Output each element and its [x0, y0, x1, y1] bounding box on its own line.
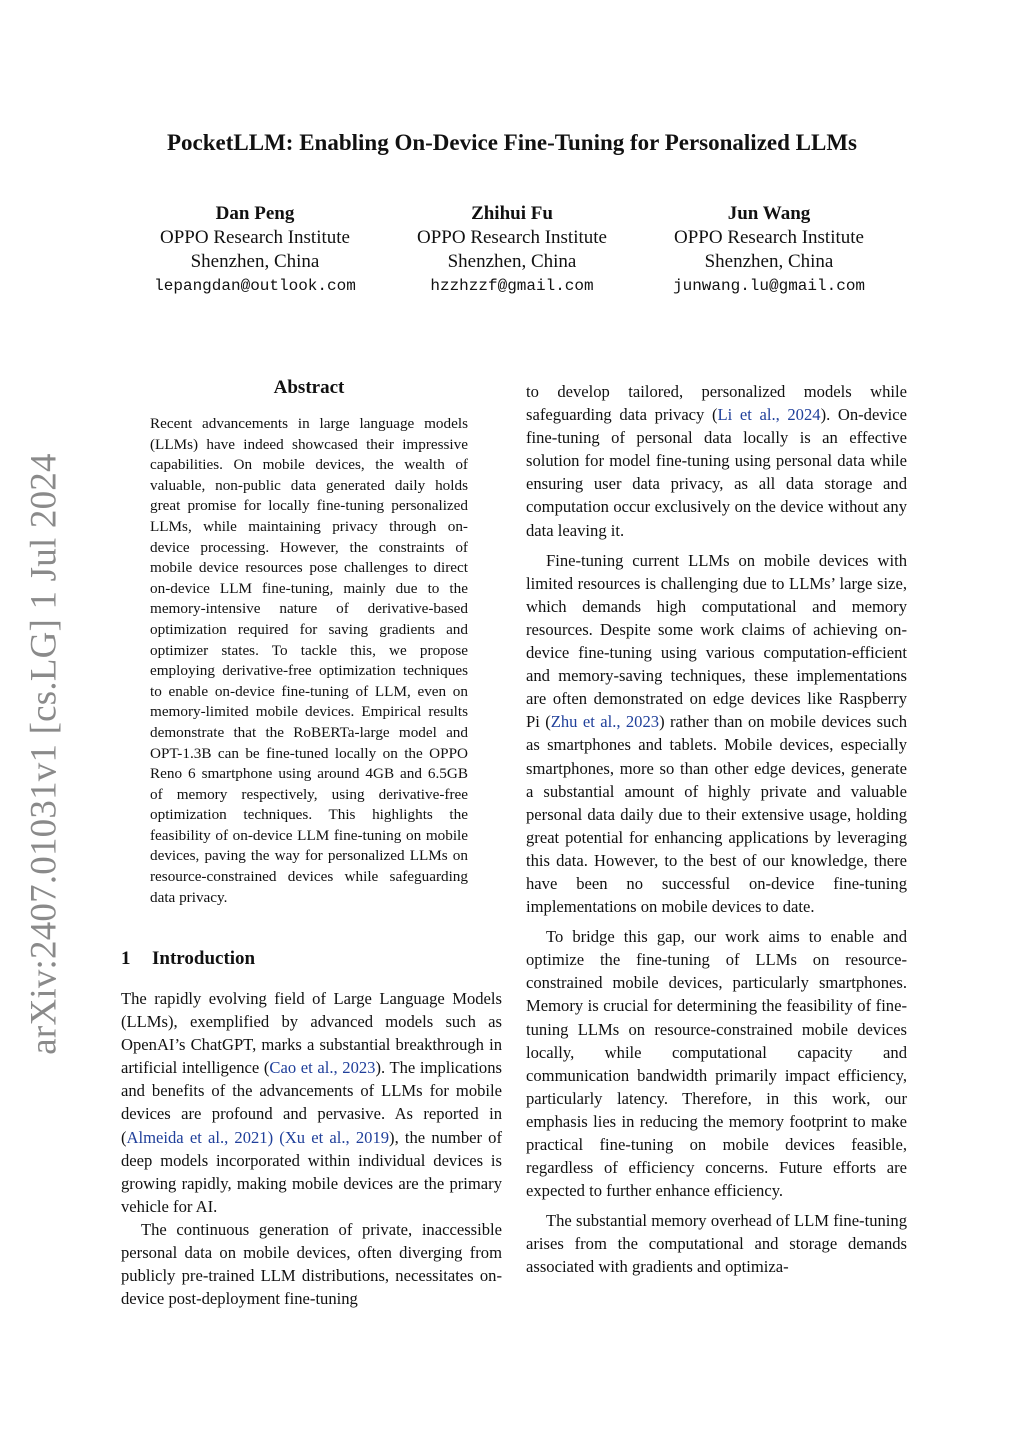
section-title: Introduction — [152, 948, 256, 969]
text-run: The rapidly evolving field of Large Language Models (LLMs), exemplified by advanced models such as OpenAI’s ChatGPT, marks a substantial breakthrough in artificial intelligence ( — [121, 989, 502, 1078]
author-block — [135, 202, 375, 298]
text-run: ). The implications and benefits of the advancements of LLMs for mobile devices are profound and pervasive. As reported in ( — [121, 1058, 502, 1147]
paragraph — [526, 380, 907, 542]
paper-title: PocketLLM: Enabling On-Device Fine-Tuning for Personalized LLMs — [166, 130, 857, 155]
right-column-body — [526, 380, 907, 1279]
text-run: Fine-tuning current LLMs on mobile devices with limited resources is challenging due to LLMs’ large size, which demands high computational and memory resources. Despite some work claims of achieving on-device fine-tuning using various computation-efficient and memory-saving techniques, these implementations are often demonstrated on edge devices like Raspberry Pi ( — [526, 550, 907, 732]
paragraph: The substantial memory overhead of LLM fine-tuning arises from the computational and storage demands associated with gradients and optimiza- — [526, 1211, 907, 1277]
paragraph: The continuous generation of private, inaccessible personal data on mobile devices, often diverging from publicly pre-trained LLM distributions, necessitates on-device post-deployment fine-tuning — [121, 1219, 502, 1309]
author-affiliation: OPPO Research Institute — [417, 227, 607, 248]
author-email: hzzhzzf@gmail.com — [430, 277, 594, 295]
text-run: ) ( — [267, 1127, 285, 1147]
abstract-text: Recent advancements in large language models (LLMs) have indeed showcased their impressive capabilities. On mobile devices, the wealth of valuable, non-public data generated daily holds great promise for locally fine-tuning personalized LLMs, while maintaining privacy through on-device processing. However, the constraints of mobile device resources pose challenges to direct on-device LLM fine-tuning, mainly due to the memory-intensive nature of derivative-based optimization required for saving gradients and optimizer states. To tackle this, we propose employing derivative-free optimization techniques to enable on-device fine-tuning of LLM, even on memory-limited mobile devices. Empirical results demonstrate that the RoBERTa-large model and OPT-1.3B can be fine-tuned locally on the OPPO Reno 6 smartphone using around 4GB and 6.5GB of memory respectively, using derivative-free optimization techniques. This highlights the feasibility of on-device LLM fine-tuning on mobile devices, paving the way for personalized LLMs on resource-constrained devices while safeguarding data privacy. — [150, 415, 468, 906]
author-block — [649, 202, 889, 298]
author-email: lepangdan@outlook.com — [154, 277, 356, 295]
author-name: Zhihui Fu — [471, 203, 553, 224]
author-affiliation: OPPO Research Institute — [674, 227, 864, 248]
author-block — [392, 202, 632, 298]
citation-link[interactable]: Zhu et al., 2023 — [550, 712, 660, 732]
citation-link[interactable]: Li et al., 2024 — [717, 405, 821, 425]
citation-link[interactable]: Cao et al., 2023 — [269, 1058, 376, 1078]
author-email: junwang.lu@gmail.com — [672, 277, 866, 295]
text-run: ) rather than on mobile devices such as smartphones and tablets. Mobile devices, especially smartphones, more so than other edge devices, generate a substantial amount of highly private and valuable personal data daily due to their extensive usage, holding great potential for enhancing applications by leveraging this data. However, to the best of our knowledge, there have been no successful on-device fine-tuning implementations on mobile devices to date. — [526, 712, 907, 917]
section-number: 1 — [121, 948, 131, 969]
paragraph — [121, 987, 502, 1218]
abstract-heading: Abstract — [273, 377, 345, 398]
citation-link[interactable]: Almeida et al., 2021 — [126, 1127, 268, 1147]
author-affiliation: OPPO Research Institute — [160, 227, 350, 248]
author-location: Shenzhen, China — [704, 251, 834, 272]
author-location: Shenzhen, China — [190, 251, 320, 272]
section-heading-introduction — [121, 948, 501, 970]
author-name: Jun Wang — [727, 203, 811, 224]
paragraph — [526, 549, 907, 919]
text-run: to develop tailored, personalized models while safeguarding data privacy ( — [526, 382, 907, 425]
paragraph: To bridge this gap, our work aims to enable and optimize the fine-tuning of LLMs on resource-constrained mobile devices, particularly smartphones. Memory is crucial for determining the feasibility of fine-tuning LLMs on resource-constrained mobile devices locally, while computational capacity and communication bandwidth primarily impact efficiency, particularly latency. Therefore, in this work, our emphasis lies in reducing the memory footprint to make practical fine-tuning on mobile devices feasible, regardless of efficiency concerns. Future efforts are expected to further enhance efficiency. — [526, 927, 907, 1201]
text-run: ). On-device fine-tuning of personal data locally is an effective solution for model fine-tuning using personal data while ensuring user data privacy, as all data storage and computation occur exclusively on the device without any data leaving it. — [526, 405, 907, 540]
citation-link[interactable]: Xu et al., 2019 — [284, 1127, 390, 1147]
left-column-body — [121, 987, 502, 1310]
arxiv-identifier: arXiv:2407.01031v1 [cs.LG] 1 Jul 2024 — [23, 453, 65, 1055]
author-name: Dan Peng — [215, 203, 295, 224]
author-location: Shenzhen, China — [447, 251, 577, 272]
text-run: ), the number of deep models incorporated within individual devices is growing rapidly, making mobile devices are the primary vehicle for AI. — [121, 1127, 502, 1216]
